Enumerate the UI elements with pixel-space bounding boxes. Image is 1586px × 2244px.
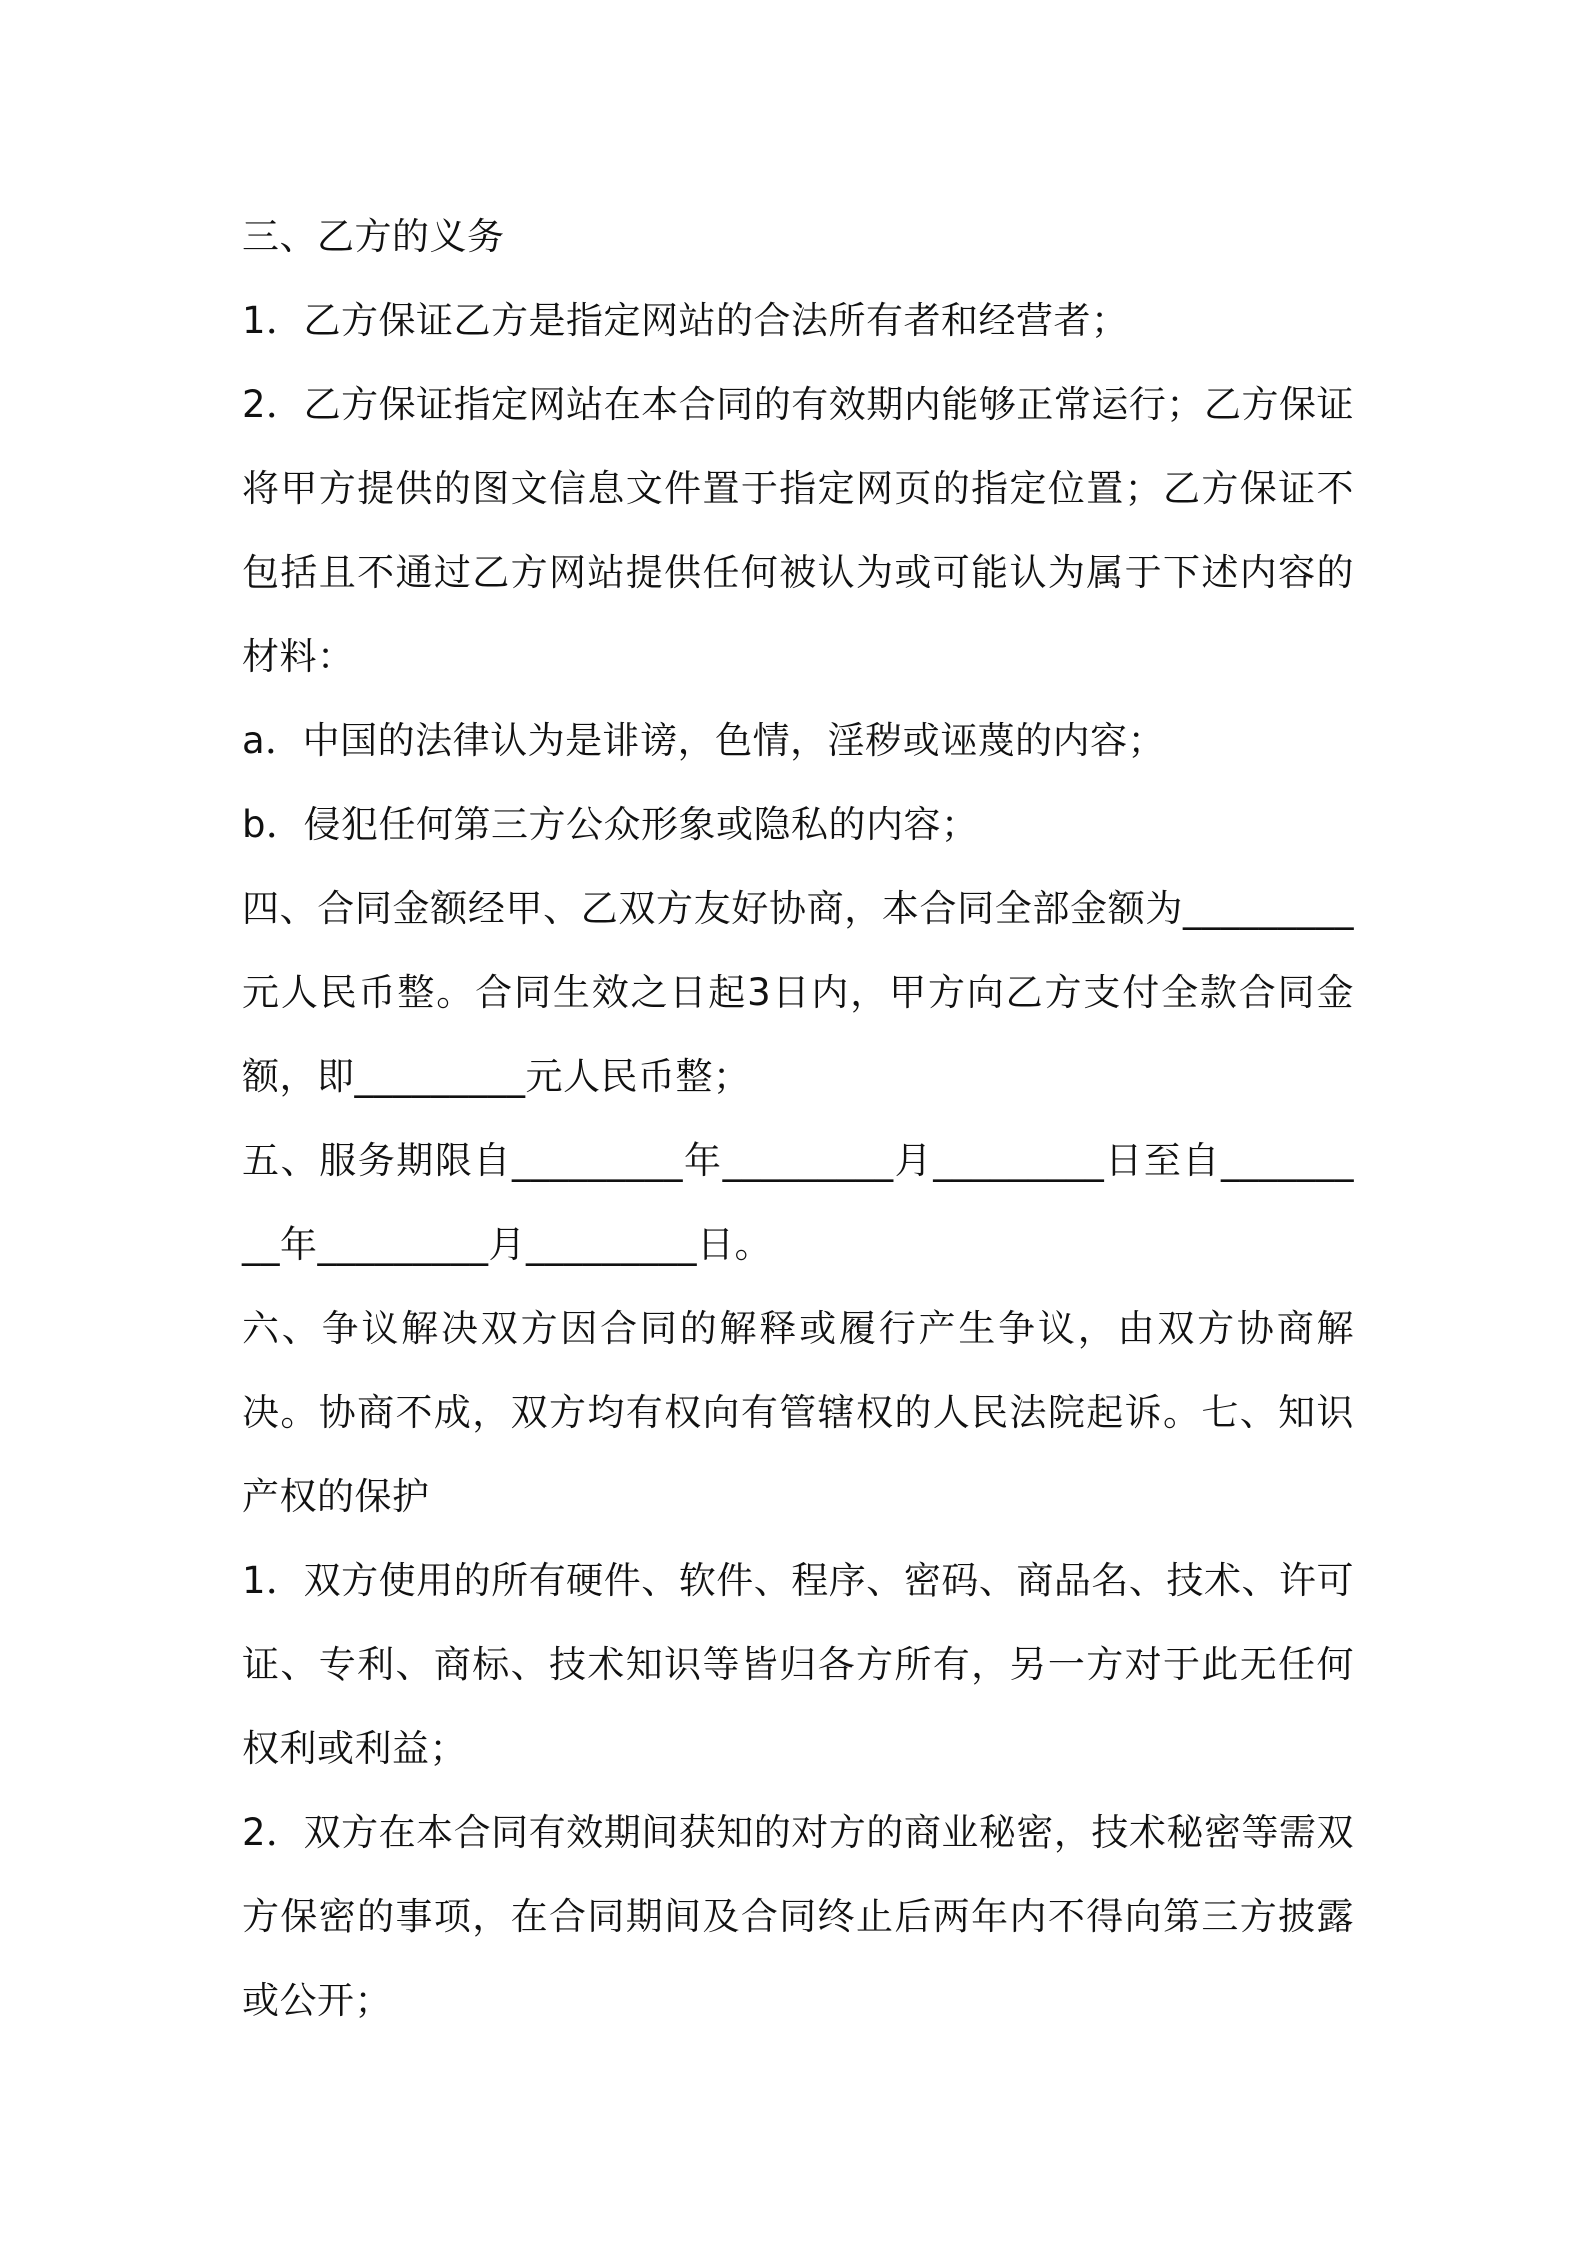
- clause-7-2: 2．双方在本合同有效期间获知的对方的商业秘密，技术秘密等需双方保密的事项，在合同期间及合同终止后两年内不得向第三方披露或公开；: [242, 1811, 1354, 2022]
- clause-7-1: 1．双方使用的所有硬件、软件、程序、密码、商品名、技术、许可证、专利、商标、技术知识等皆归各方所有，另一方对于此无任何权利或利益；: [242, 1559, 1354, 1770]
- document-body: [242, 195, 1354, 2043]
- section-4-contract-amount: 四、合同金额经甲、乙双方友好协商，本合同全部金额为_________元人民币整。合同生效之日起3日内，甲方向乙方支付全款合同金额，即_________元人民币整；: [242, 887, 1354, 1098]
- clause-3-2: 2．乙方保证指定网站在本合同的有效期内能够正常运行；乙方保证将甲方提供的图文信息文件置于指定网页的指定位置；乙方保证不包括且不通过乙方网站提供任何被认为或可能认为属于下述内容的材料：: [242, 383, 1354, 678]
- section-6-dispute-resolution: 六、争议解决双方因合同的解释或履行产生争议，由双方协商解决。协商不成，双方均有权向有管辖权的人民法院起诉。七、知识产权的保护: [242, 1307, 1354, 1518]
- clause-3-1: 1．乙方保证乙方是指定网站的合法所有者和经营者；: [242, 299, 1129, 342]
- section-3-heading: 三、乙方的义务: [242, 215, 505, 258]
- clause-3-2-b: b．侵犯任何第三方公众形象或隐私的内容；: [242, 803, 979, 846]
- section-5-service-period: 五、服务期限自_________年_________月_________日至自_________年_________月_________日。: [242, 1139, 1354, 1266]
- clause-3-2-a: a．中国的法律认为是诽谤，色情，淫秽或诬蔑的内容；: [242, 719, 1166, 762]
